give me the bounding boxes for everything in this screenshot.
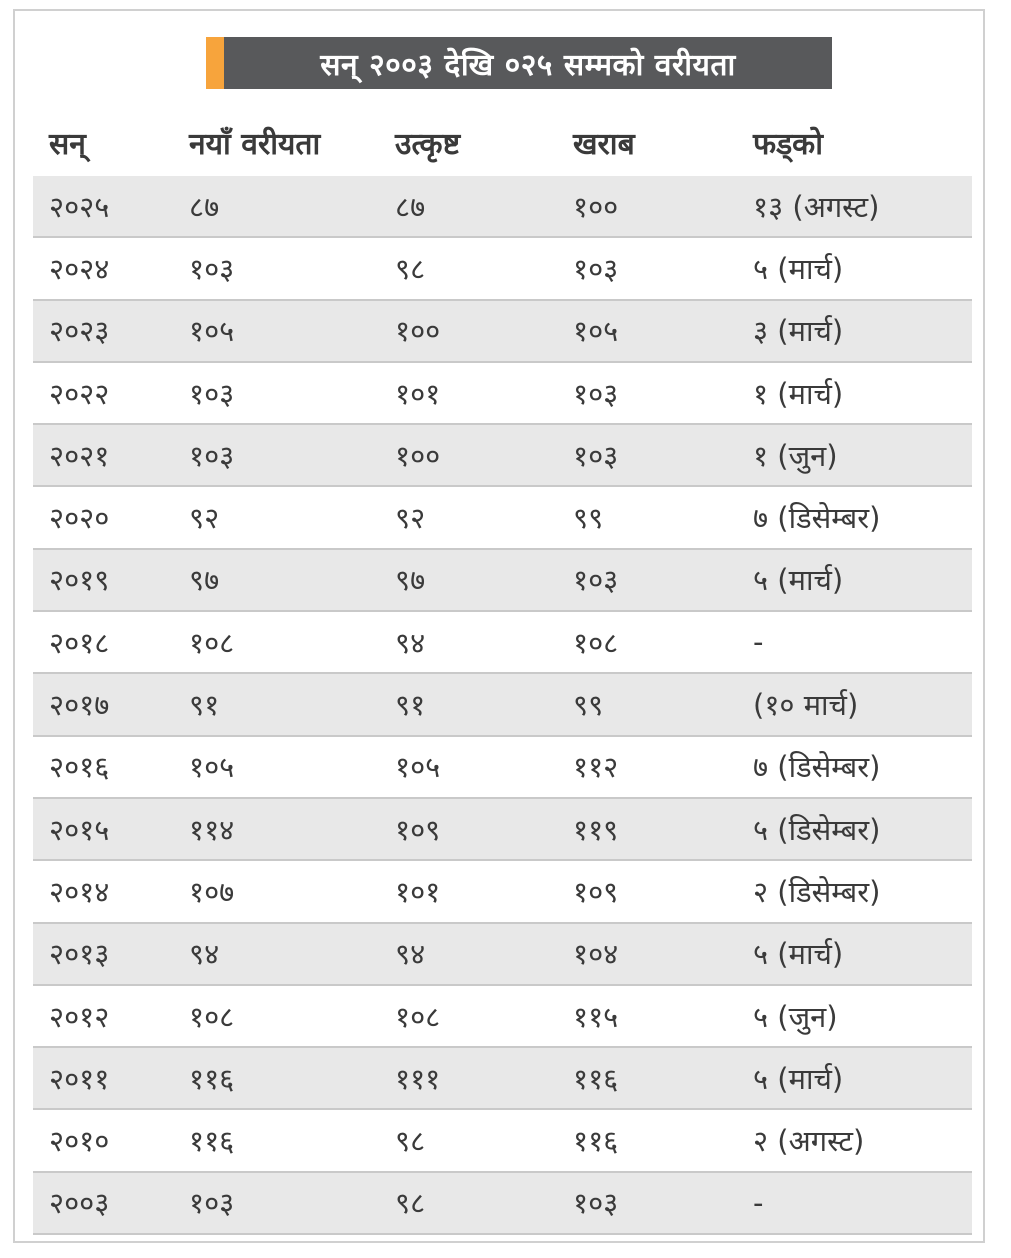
cell-new-ranking: ९२ (189, 501, 220, 536)
cell-year: २०१९ (49, 563, 110, 598)
cell-best: १०५ (395, 750, 441, 785)
cell-jump: ५ (मार्च) (753, 563, 844, 598)
cell-best: १११ (395, 1061, 441, 1096)
cell-year: २०१४ (49, 874, 110, 909)
table-row (33, 1110, 972, 1172)
cell-year: २०२५ (49, 189, 110, 224)
cell-worst: १०५ (573, 314, 619, 349)
cell-jump: ५ (मार्च) (753, 1061, 844, 1096)
table-row (33, 737, 972, 799)
cell-best: ९२ (395, 501, 426, 536)
cell-best: १०० (395, 314, 441, 349)
cell-year: २०१८ (49, 625, 110, 660)
cell-new-ranking: ९७ (189, 563, 220, 598)
table-row (33, 1173, 972, 1235)
cell-worst: १०३ (573, 376, 619, 411)
cell-worst: ११५ (573, 999, 619, 1034)
cell-worst: १०४ (573, 937, 619, 972)
cell-best: ९४ (395, 937, 426, 972)
table-row (33, 861, 972, 923)
header-worst: खराब (573, 126, 635, 162)
table-row (33, 799, 972, 861)
cell-jump: ५ (मार्च) (753, 937, 844, 972)
cell-year: २०१५ (49, 812, 110, 847)
table-row (33, 550, 972, 612)
cell-best: १०१ (395, 376, 441, 411)
cell-jump: ७ (डिसेम्बर) (753, 750, 881, 785)
table-row (33, 176, 972, 238)
cell-year: २०१० (49, 1124, 110, 1159)
cell-worst: १०८ (573, 625, 619, 660)
cell-jump: - (753, 625, 764, 660)
cell-worst: ९९ (573, 688, 604, 723)
table-row (33, 986, 972, 1048)
table-row (33, 612, 972, 674)
cell-jump: १ (मार्च) (753, 376, 844, 411)
table-row (33, 425, 972, 487)
table-row (33, 924, 972, 986)
cell-new-ranking: १०३ (189, 438, 235, 473)
cell-year: २००३ (49, 1186, 110, 1221)
title-bar (206, 37, 832, 89)
cell-new-ranking: ११६ (189, 1061, 235, 1096)
cell-new-ranking: ९४ (189, 937, 220, 972)
cell-worst: १०३ (573, 1186, 619, 1221)
cell-best: १०९ (395, 812, 441, 847)
cell-jump: २ (अगस्ट) (753, 1124, 865, 1159)
cell-worst: १०९ (573, 874, 619, 909)
cell-new-ranking: ११४ (189, 812, 235, 847)
table-row (33, 674, 972, 736)
cell-best: ९७ (395, 563, 426, 598)
cell-new-ranking: ९१ (189, 688, 220, 723)
cell-best: ९८ (395, 1124, 426, 1159)
cell-year: २०२० (49, 501, 110, 536)
cell-worst: १०३ (573, 251, 619, 286)
cell-best: ८७ (395, 189, 426, 224)
cell-best: ९१ (395, 688, 426, 723)
cell-new-ranking: १०५ (189, 314, 235, 349)
cell-best: १०१ (395, 874, 441, 909)
table-row (33, 487, 972, 549)
cell-best: १०० (395, 438, 441, 473)
cell-jump: ५ (डिसेम्बर) (753, 812, 881, 847)
cell-new-ranking: ८७ (189, 189, 220, 224)
cell-worst: ११६ (573, 1124, 619, 1159)
cell-worst: १०३ (573, 563, 619, 598)
cell-new-ranking: १०३ (189, 251, 235, 286)
cell-year: २०१७ (49, 688, 110, 723)
header-year: सन् (49, 126, 86, 162)
cell-jump: ५ (मार्च) (753, 251, 844, 286)
cell-jump: (१० मार्च) (753, 688, 859, 723)
cell-year: २०११ (49, 1061, 110, 1096)
cell-new-ranking: १०८ (189, 625, 235, 660)
cell-jump: २ (डिसेम्बर) (753, 874, 881, 909)
table-title: सन् २००३ देखि ०२५ सम्मको वरीयता (320, 47, 736, 83)
cell-jump: - (753, 1185, 764, 1220)
cell-year: २०२३ (49, 314, 110, 349)
cell-new-ranking: १०८ (189, 999, 235, 1034)
cell-new-ranking: १०३ (189, 376, 235, 411)
cell-year: २०२४ (49, 251, 110, 286)
cell-jump: १३ (अगस्ट) (753, 189, 880, 224)
table-row (33, 301, 972, 363)
cell-jump: ५ (जुन) (753, 999, 838, 1034)
cell-year: २०१३ (49, 937, 110, 972)
cell-worst: ९९ (573, 501, 604, 536)
table-row (33, 238, 972, 300)
header-jump: फड्को (753, 126, 823, 162)
cell-jump: ७ (डिसेम्बर) (753, 501, 881, 536)
cell-best: ९४ (395, 625, 426, 660)
cell-year: २०२१ (49, 438, 110, 473)
header-new-ranking: नयाँ वरीयता (189, 126, 321, 162)
cell-year: २०१२ (49, 999, 110, 1034)
cell-worst: १०० (573, 189, 619, 224)
cell-jump: ३ (मार्च) (753, 314, 844, 349)
table-row (33, 1048, 972, 1110)
cell-worst: ११२ (573, 750, 619, 785)
cell-jump: १ (जुन) (753, 438, 838, 473)
cell-worst: ११६ (573, 1061, 619, 1096)
cell-new-ranking: १०३ (189, 1186, 235, 1221)
cell-year: २०१६ (49, 750, 110, 785)
title-accent (206, 37, 224, 89)
header-row (33, 112, 972, 172)
cell-best: ९८ (395, 251, 426, 286)
table-row (33, 363, 972, 425)
cell-year: २०२२ (49, 376, 110, 411)
cell-new-ranking: ११६ (189, 1124, 235, 1159)
cell-best: १०८ (395, 999, 441, 1034)
cell-worst: १०३ (573, 438, 619, 473)
cell-new-ranking: १०७ (189, 874, 235, 909)
table-body (33, 176, 972, 1235)
cell-best: ९८ (395, 1186, 426, 1221)
header-best: उत्कृष्ट (395, 126, 461, 162)
cell-worst: ११९ (573, 812, 619, 847)
cell-new-ranking: १०५ (189, 750, 235, 785)
